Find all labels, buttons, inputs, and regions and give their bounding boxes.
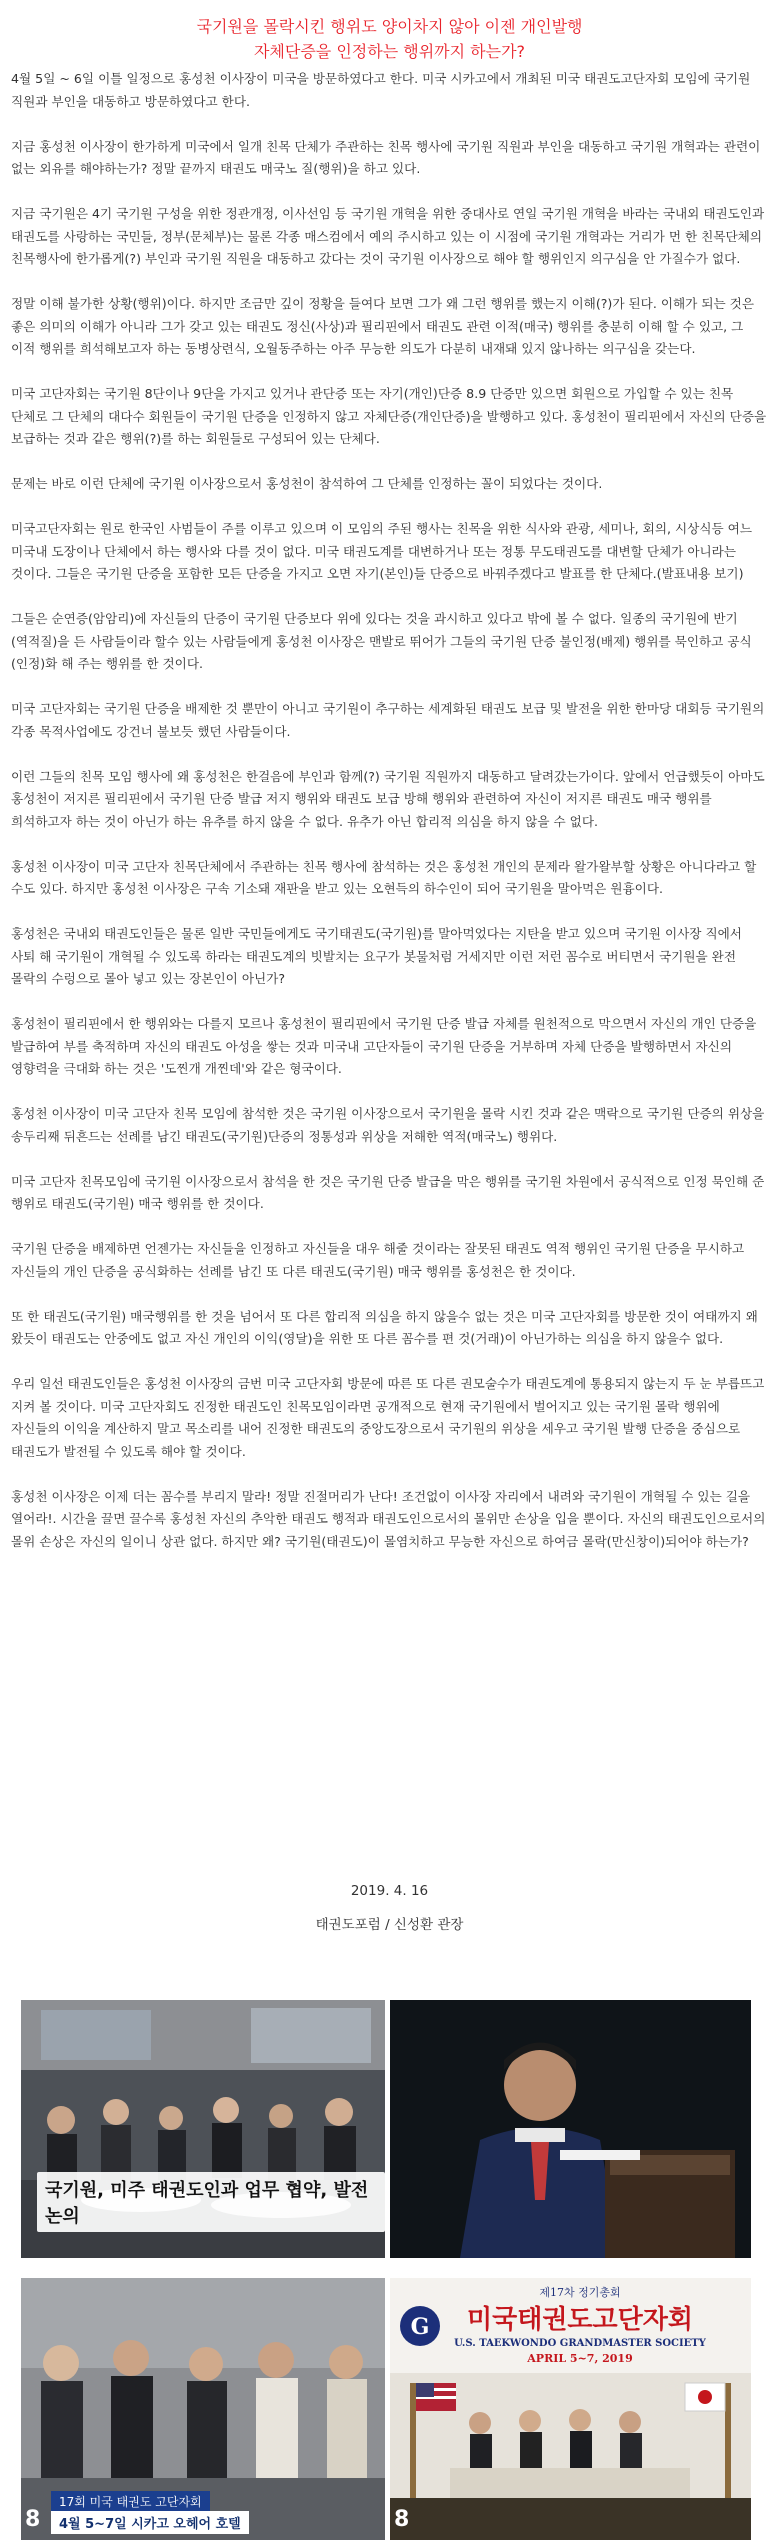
paragraph: 국기원 단증을 배제하면 언젠가는 자신들을 인정하고 자신들을 대우 해줄 것이라는 잘못된 태권도 역적 행위인 국기원 단증을 무시하고 자신들의 개인 단증을 공식화하는 선례를 남긴 또 다른 태권도(국기원) 매국 행위를 홍성천은 한 것이다.: [11, 1241, 745, 1279]
broadcast-caption-top: 17회 미국 태권도 고단자회: [51, 2491, 210, 2512]
article-body: [11, 68, 768, 1576]
article-author: 태권도포럼 / 신성환 관장: [315, 1917, 464, 1933]
paragraph: 그들은 순연증(암암리)에 자신들의 단증이 국기원 단증보다 위에 있다는 것을 과시하고 있다고 밖에 볼 수 없다. 일종의 국기원에 반기(역적질)을 든 사람들이라 할수 있는 사람들에게 홍성천 이사장은 맨발로 뛰어가 그들의 국기원 단증 불인정(배제) 행위를 묵인하고 공식(인정)화 해 주는 행위를 한 것이다.: [11, 611, 752, 671]
photo-caption: 국기원, 미주 태권도인과 업무 협약, 발전 논의: [37, 2172, 385, 2232]
paragraph: 우리 일선 태권도인들은 홍성천 이사장의 금번 미국 고단자회 방문에 따른 또 다른 권모술수가 태권도계에 통용되지 않는지 두 눈 부릅뜨고 지켜 볼 것이다. 미국 고단자회도 진정한 태권도인 친목모임이라면 공개적으로 현재 국기원에서 벌어지고 있는 국기원 몰락 행위에 자신들의 이익을 계산하지 말고 목소리를 내어 진정한 태권도의 중앙도장으로서 국기원의 위상을 세우고 국기원 발행 단증을 중심으로 태권도가 발전될 수 있도록 해야 할 것이다.: [11, 1376, 765, 1459]
paragraph: 홍성천 이사장이 미국 고단자 친목단체에서 주관하는 친목 행사에 참석하는 것은 홍성천 개인의 문제라 왈가왈부할 상황은 아니다라고 할 수도 있다. 하지만 홍성천 이사장은 구속 기소돼 재판을 받고 있는 오현득의 하수인이 되어 국기원을 말아먹은 원흉이다.: [11, 858, 757, 896]
speaker-illustration: [390, 2000, 751, 2258]
paragraph: 홍성천 이사장은 이제 더는 꼼수를 부리지 말라! 정말 진절머리가 난다! 조건없이 이사장 자리에서 내려와 국기원이 개혁될 수 있는 길을 열어라!. 시간을 끌면 끌수록 홍성천 자신의 추악한 태권도 행적과 태권도인으로서의 몰위만 손상을 입을 뿐이다. 자신의 태권도인으로서의 몰위 손상은 자신의 일이니 상관 없다. 하지만 왜? 국기원(태권도)이 몰염치하고 무능한 자신으로 하여금 몰락(만신창이)되어야 하는가?: [11, 1488, 766, 1549]
paragraph: 홍성천이 필리핀에서 한 행위와는 다를지 모르나 홍성천이 필리핀에서 국기원 단증 발급 자체를 원천적으로 막으면서 자신의 개인 단증을 발급하여 부를 축적하며 자신의 태권도 아성을 쌓는 것과 미국내 고단자들이 국기원 단증을 거부하며 자체 단증을 발행하면서 자신의 영향력을 극대화 하는 것은 '도찐개 개찐데'와 같은 형국이다.: [11, 1016, 757, 1076]
paragraph: 문제는 바로 이런 단체에 국기원 이사장으로서 홍성천이 참석하여 그 단체를 인정하는 꼴이 되었다는 것이다.: [11, 476, 603, 491]
paragraph: 홍성천은 국내외 태권도인들은 물론 일반 국민들에게도 국기태권도(국기원)를 말아먹었다는 지탄을 받고 있으며 국기원 이사장 직에서 사퇴 해 국기원이 개혁될 수 있도록 하라는 태권도계의 빗발치는 요구가 봇물처럼 거세지만 이런 저런 꼼수로 버티면서 국기원을 완전 몰락의 수렁으로 몰아 넣고 있는 장본인이 아닌가?: [11, 926, 742, 986]
paragraph: 지금 홍성천 이사장이 한가하게 미국에서 일개 친목 단체가 주관하는 친목 행사에 국기원 직원과 부인을 대동하고 국기원 개혁과는 관련이 없는 외유를 해야하는가? 정말 끝까지 태권도 매국노 질(행위)을 하고 있다.: [11, 138, 761, 176]
paragraph: 미국 고단자 친목모임에 국기원 이사장으로서 참석을 한 것은 국기원 단증 발급을 막은 행위를 국기원 차원에서 공식적으로 인정 묵인해 준 행위로 태권도(국기원) 매국 행위를 한 것이다.: [11, 1173, 765, 1211]
paragraph: 미국고단자회는 원로 한국인 사범들이 주를 이루고 있으며 이 모임의 주된 행사는 친목을 위한 식사와 관광, 세미나, 회의, 시상식등 여느 미국내 도장이나 단체에서 하는 행사와 다를 것이 없다. 미국 태권도계를 대변하거나 또는 정통 무도태권도를 대변할 단체가 아니라는 것이다. 그들은 국기원 단증을 포함한 모든 단증을 가지고 오면 자기(본인)들 단증으로 바꿔주겠다고 발표를 한 단체다.(발표내용 보기): [11, 521, 753, 581]
channel-number: 8: [25, 2507, 41, 2532]
channel-number: 8: [394, 2507, 410, 2532]
banner-logo-letter: G: [410, 2314, 430, 2340]
signoff: [0, 1880, 779, 1948]
paragraph: 미국 고단자회는 국기원 단증을 배제한 것 뿐만이 아니고 국기원이 추구하는 세계화된 태권도 보급 및 발전을 위한 한마당 대회등 국기원의 각종 목적사업에도 강건너 불보듯 했던 사람들이다.: [11, 701, 765, 739]
banner-top-text: 제17차 정기총회: [539, 2286, 621, 2299]
paragraph: 4월 5일 ~ 6일 이틀 일정으로 홍성천 이사장이 미국을 방문하였다고 한다. 미국 시카고에서 개최된 미국 태권도고단자회 모임에 국기원 직원과 부인을 대동하고 방문하였다고 한다.: [11, 71, 751, 109]
photo-speaker-podium: [390, 2000, 751, 2258]
banner-date: APRIL 5~7, 2019: [527, 2352, 633, 2365]
article-title-line-1: 국기원을 몰락시킨 행위도 양이차지 않아 이젠 개인발행: [196, 17, 583, 36]
photo-banner-stage: [390, 2278, 751, 2540]
paragraph: 정말 이해 불가한 상황(행위)이다. 하지만 조금만 깊이 정황을 들여다 보면 그가 왜 그런 행위를 했는지 이해(?)가 된다. 이해가 되는 것은 좋은 의미의 이해가 아니라 그가 갖고 있는 태권도 정신(사상)과 필리핀에서 태권도 관련 이적(매국) 행위를 충분히 이해 할 수 있고, 그 이적 행위를 희석해보고자 하는 동병상련식, 오월동주하는 아주 무능한 의도가 다분히 내재돼 있지 않나하는 의구심을 갖는다.: [11, 296, 755, 356]
photo-meeting-hall: [21, 2000, 385, 2258]
paragraph: 지금 국기원은 4기 국기원 구성을 위한 정관개정, 이사선임 등 국기원 개혁을 위한 중대사로 연일 국기원 개혁을 바라는 국내외 태권도인과 태권도를 사랑하는 국민들, 정부(문체부)는 물론 각종 매스컴에서 예의 주시하고 있는 이 시점에 국기원 개혁과는 거리가 먼 한 친목단체의 친목행사에 한가롭게(?) 부인과 국기원 직원을 대동하고 갔다는 것이 국기원 이사장으로 해야 할 행위인지 의구심을 안 가질수가 없다.: [11, 206, 765, 266]
article-title-line-2: 자체단증을 인정하는 행위까지 하는가?: [253, 42, 526, 61]
paragraph: 미국 고단자회는 국기원 8단이나 9단을 가지고 있거나 관단증 또는 자기(개인)단증 8.9 단증만 있으면 회원으로 가입할 수 있는 친목 단체로 그 단체의 대다수 회원들이 국기원 단증을 인정하지 않고 자체단증(개인단증)을 발행하고 있다. 홍성천이 필리핀에서 자신의 단증을 보급하는 것과 같은 행위(?)를 하는 회원들로 구성되어 있는 단체다.: [11, 386, 767, 446]
paragraph: 이런 그들의 친목 모임 행사에 왜 홍성천은 한걸음에 부인과 함께(?) 국기원 직원까지 대동하고 달려갔는가이다. 앞에서 언급했듯이 아마도 홍성천이 저지른 필리핀에서 국기원 단증 발급 저지 행위와 태권도 보급 방해 행위와 관련하여 자신이 저지른 태권도 매국 행위를 희석하고자 하는 것이 아닌가 하는 유추를 하지 않을 수 없다. 유추가 아닌 합리적 의심을 하지 않을 수 없다.: [11, 768, 765, 829]
paragraph: 홍성천 이사장이 미국 고단자 친목 모임에 참석한 것은 국기원 이사장으로서 국기원을 몰락 시킨 것과 같은 맥락으로 국기원 단증의 위상을 송두리째 뒤흔드는 선례를 남긴 태권도(국기원)단증의 정통성과 위상을 저해한 역적(매국노) 행위다.: [11, 1106, 765, 1144]
article-title: [0, 14, 779, 64]
paragraph: 또 한 태권도(국기원) 매국행위를 한 것을 넘어서 또 다른 합리적 의심을 하지 않을수 없는 것은 미국 고단자회를 방문한 것이 여태까지 왜 왔듯이 태권도는 안중에도 없고 자신 개인의 이익(영달)을 위한 또 다른 꼼수를 편 것(거래)이 아닌가하는 의심을 하지 않을수 없다.: [11, 1308, 758, 1346]
broadcast-caption-bottom: 4월 5~7일 시카고 오헤어 호텔: [51, 2511, 249, 2534]
photo-audience-clapping: [21, 2278, 385, 2540]
banner-english-title: U.S. TAEKWONDO GRANDMASTER SOCIETY: [454, 2338, 706, 2349]
banner-stage-illustration: [390, 2278, 751, 2540]
article-date: 2019. 4. 16: [350, 1883, 429, 1899]
banner-korean-title: 미국태권도고단자회: [466, 2305, 694, 2335]
